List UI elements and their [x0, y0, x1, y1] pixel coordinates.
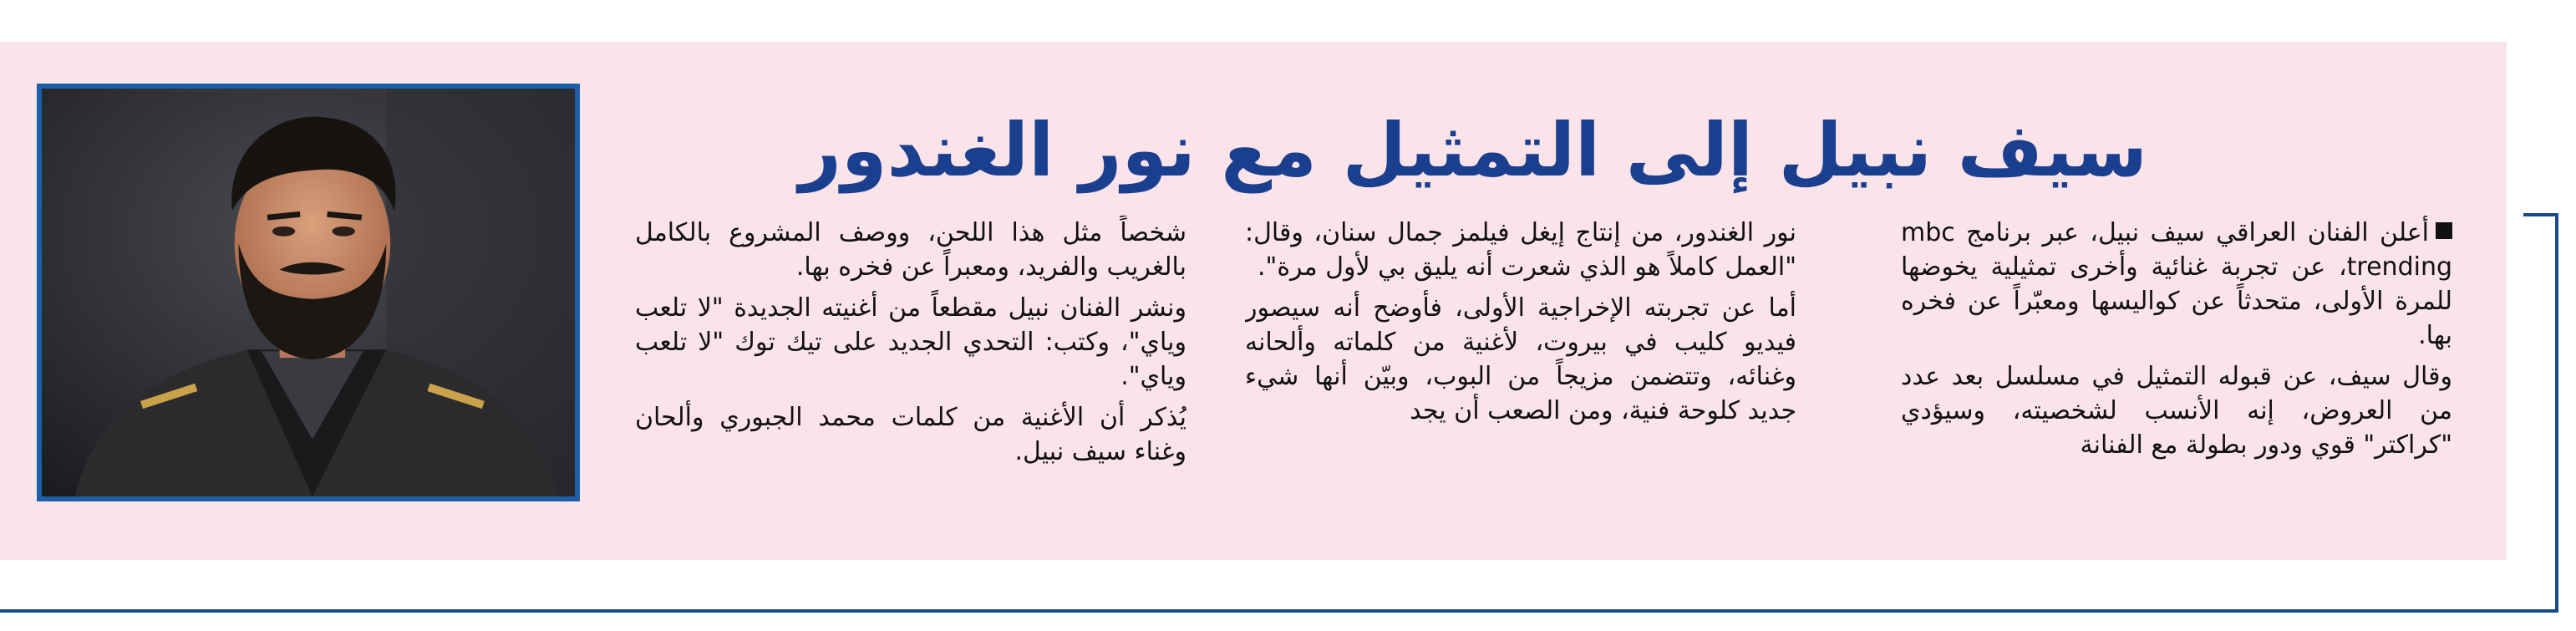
paragraph-text: أعلن الفنان العراقي سيف نبيل، عبر برنامج mbc trending، عن تجربة غنائية وأخرى تمثيلية يخوضها للمرة الأولى، متحدثاً عن كواليسها ومعبّراً عن فخره بها.: [1901, 218, 2452, 350]
article-paragraph: ونشر الفنان نبيل مقطعاً من أغنيته الجديدة "لا تلعب وياي"، وكتب: التحدي الجديد على تيك توك "لا تلعب وياي".: [635, 293, 1186, 391]
frame-line-right: [2555, 213, 2558, 613]
article-headline: سيف نبيل إلى التمثيل مع نور الغندور: [799, 107, 2147, 193]
article-paragraph: شخصاً مثل هذا اللحن، ووصف المشروع بالكامل بالغريب والفريد، ومعبراً عن فخره بها.: [635, 218, 1186, 282]
article-paragraph: يُذكر أن الأغنية من كلمات محمد الجبوري وألحان وغناء سيف نبيل.: [635, 403, 1186, 466]
article-column-1: [1901, 216, 2452, 525]
artist-photo: [37, 84, 580, 501]
frame-line-top-tick: [2523, 213, 2558, 216]
article-column-2: [1245, 216, 1796, 525]
article-column-3: [635, 216, 1186, 525]
article-paragraph: وقال سيف، عن قبوله التمثيل في مسلسل بعد عدد من العروض، إنه الأنسب لشخصيته، وسيؤدي "كراكتر" قوي ودور بطولة مع الفنانة: [1901, 362, 2452, 460]
article-paragraph: أما عن تجربته الإخراجية الأولى، فأوضح أنه سيصور فيديو كليب في بيروت، لأغنية من كلماته وألحانه وغنائه، وتتضمن مزيجاً من البوب، وبيّن أنها شيء جديد كلوحة فنية، ومن الصعب أن يجد: [1245, 293, 1796, 425]
artist-portrait-image: [42, 89, 575, 496]
frame-line-bottom: [0, 609, 2558, 613]
bullet-square-icon: [2436, 222, 2452, 239]
article-paragraph: [1901, 216, 2452, 353]
article-paragraph: نور الغندور، من إنتاج إيغل فيلمز جمال سنان، وقال: "العمل كاملاً هو الذي شعرت أنه يليق بي لأول مرة".: [1245, 218, 1796, 282]
